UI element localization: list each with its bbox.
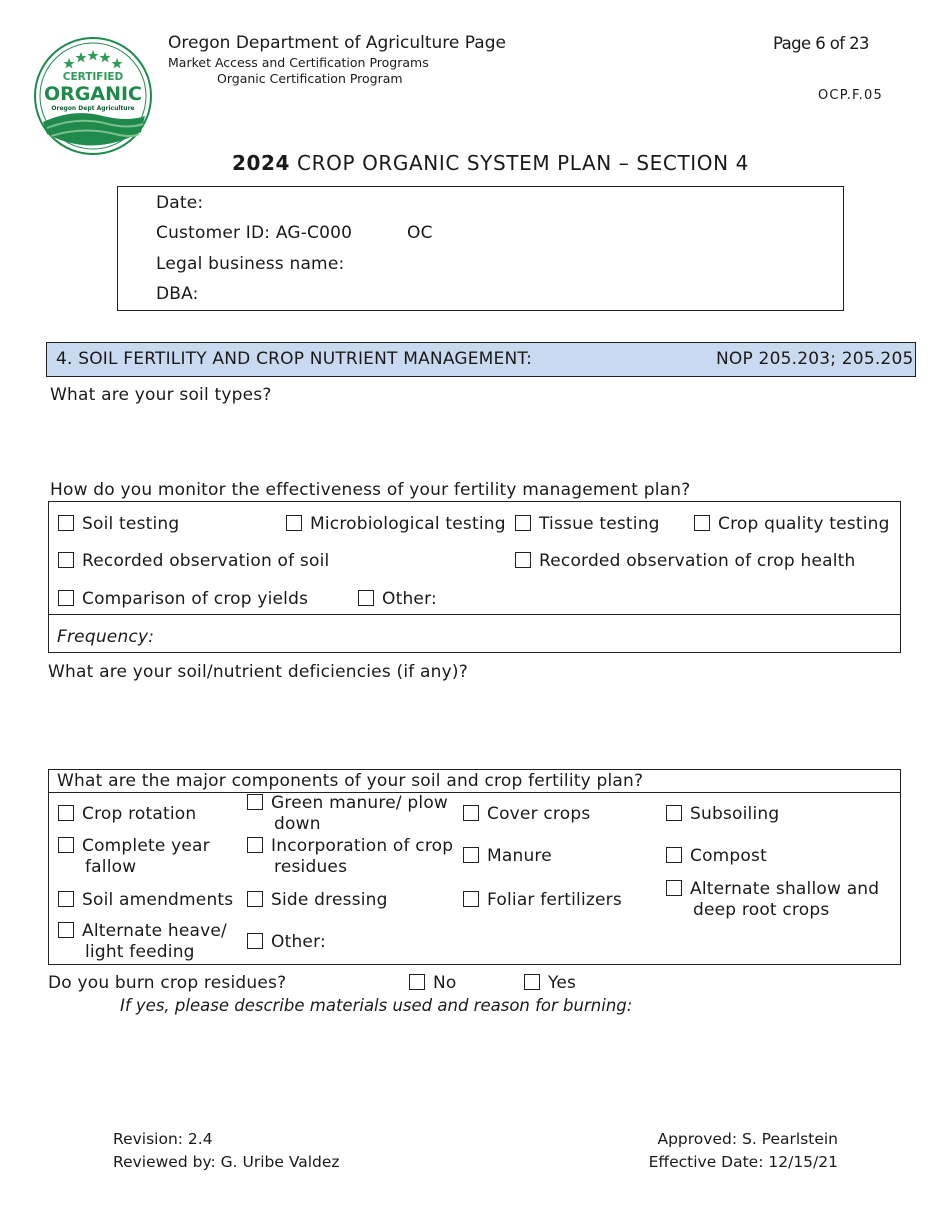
burn-followup: If yes, please describe materials used and reason for burning: [120,996,633,1015]
checkbox-icon[interactable] [463,891,479,907]
title-text: CROP ORGANIC SYSTEM PLAN – SECTION 4 [297,151,749,175]
customer-info-box [117,186,844,311]
option-tissue-testing[interactable]: Tissue testing [515,514,660,534]
option-microbiological-testing[interactable]: Microbiological testing [286,514,506,534]
option-foliar-fertilizers[interactable]: Foliar fertilizers [463,890,622,910]
frequency-label: Frequency: [57,627,155,647]
soil-types-question: What are your soil types? [50,385,272,405]
burn-no-option[interactable]: No [409,973,457,993]
checkbox-icon[interactable] [58,515,74,531]
option-cover-crops[interactable]: Cover crops [463,804,590,824]
checkbox-icon[interactable] [409,974,425,990]
checkbox-icon[interactable] [247,891,263,907]
svg-text:Oregon Dept Agriculture: Oregon Dept Agriculture [51,105,135,112]
components-divider [48,792,901,793]
checkbox-icon[interactable] [286,515,302,531]
option-complete-year-fallow[interactable]: Complete year fallow [58,836,210,878]
deficiencies-question: What are your soil/nutrient deficiencies (if any)? [48,662,468,682]
checkbox-icon[interactable] [247,933,263,949]
date-label: Date: [156,193,204,213]
option-compost[interactable]: Compost [666,846,767,866]
option-manure[interactable]: Manure [463,846,552,866]
approved-by: Approved: S. Pearlstein [657,1130,838,1148]
svg-text:ORGANIC: ORGANIC [44,83,142,105]
option-subsoiling[interactable]: Subsoiling [666,804,779,824]
components-question: What are the major components of your soil and crop fertility plan? [57,771,644,791]
dba-label: DBA: [156,284,199,304]
checkbox-icon[interactable] [58,552,74,568]
form-code: OCP.F.05 [818,88,883,103]
checkbox-icon[interactable] [58,837,74,853]
customer-id-suffix: OC [407,223,433,243]
checkbox-icon[interactable] [666,880,682,896]
option-side-dressing[interactable]: Side dressing [247,890,388,910]
option-soil-testing[interactable]: Soil testing [58,514,179,534]
option-soil-amendments[interactable]: Soil amendments [58,890,233,910]
option-alternate-shallow-deep-root[interactable]: Alternate shallow and deep root crops [666,879,879,921]
program-subname: Organic Certification Program [217,71,403,86]
option-components-other[interactable]: Other: [247,932,326,952]
svg-text:CERTIFIED: CERTIFIED [62,71,124,83]
burn-yes-option[interactable]: Yes [524,973,576,993]
checkbox-icon[interactable] [58,891,74,907]
option-recorded-observation-soil[interactable]: Recorded observation of soil [58,551,329,571]
option-recorded-observation-crop-health[interactable]: Recorded observation of crop health [515,551,856,571]
legal-name-label: Legal business name: [156,254,345,274]
program-name: Market Access and Certification Programs [168,55,429,70]
customer-id-label: Customer ID: AG-C000 [156,223,353,243]
checkbox-icon[interactable] [463,805,479,821]
monitor-question: How do you monitor the effectiveness of your fertility management plan? [50,480,691,500]
checkbox-icon[interactable] [666,847,682,863]
reviewed-by: Reviewed by: G. Uribe Valdez [113,1153,340,1171]
certified-organic-logo [33,36,153,156]
checkbox-icon[interactable] [515,552,531,568]
revision: Revision: 2.4 [113,1130,213,1148]
option-alternate-heavy-light-feeding[interactable]: Alternate heave/ light feeding [58,921,227,963]
checkbox-icon[interactable] [358,590,374,606]
checkbox-icon[interactable] [463,847,479,863]
checkbox-icon[interactable] [58,922,74,938]
option-comparison-crop-yields[interactable]: Comparison of crop yields [58,589,308,609]
title-year: 2024 [232,151,291,175]
monitor-divider [48,614,901,615]
burn-question: Do you burn crop residues? [48,973,287,993]
effective-date: Effective Date: 12/15/21 [648,1153,838,1171]
option-incorporation-crop-residues[interactable]: Incorporation of crop residues [247,836,453,878]
checkbox-icon[interactable] [247,794,263,810]
page-number: Page 6 of 23 [773,34,869,53]
option-crop-rotation[interactable]: Crop rotation [58,804,196,824]
option-monitor-other[interactable]: Other: [358,589,437,609]
checkbox-icon[interactable] [58,590,74,606]
checkbox-icon[interactable] [666,805,682,821]
option-green-manure[interactable]: Green manure/ plow down [247,793,448,835]
checkbox-icon[interactable] [515,515,531,531]
section-reference: NOP 205.203; 205.205 [716,349,914,369]
checkbox-icon[interactable] [247,837,263,853]
agency-name: Oregon Department of Agriculture Page [168,33,506,53]
checkbox-icon[interactable] [58,805,74,821]
section-title: 4. SOIL FERTILITY AND CROP NUTRIENT MANAGEMENT: [56,349,533,369]
option-crop-quality-testing[interactable]: Crop quality testing [694,514,890,534]
page-title [232,151,749,175]
checkbox-icon[interactable] [524,974,540,990]
checkbox-icon[interactable] [694,515,710,531]
